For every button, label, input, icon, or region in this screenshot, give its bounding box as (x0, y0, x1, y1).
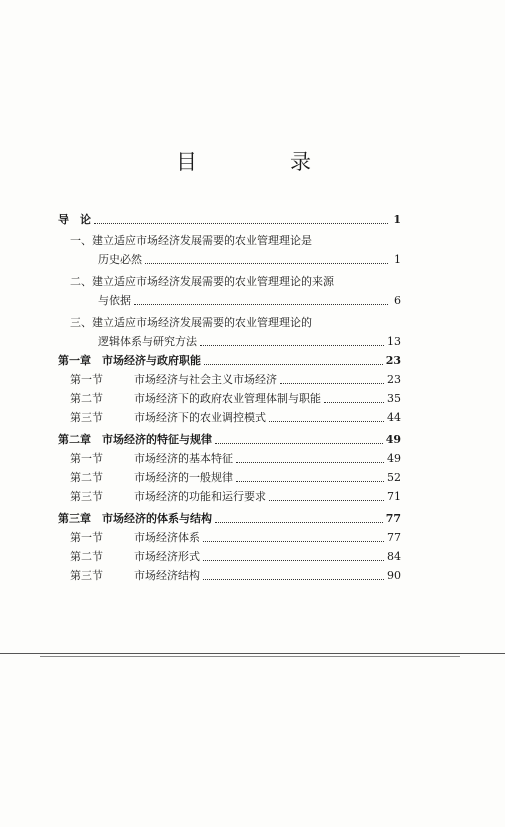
toc-entry-page: 1 (394, 253, 401, 266)
toc-entry-title: 第一章 市场经济与政府职能 (58, 354, 201, 367)
toc-entry-title: 市场经济与社会主义市场经济 (134, 373, 277, 386)
toc-entry-page: 23 (387, 373, 401, 386)
toc-entry-title: 导 论 (58, 213, 91, 226)
toc-entry-page: 49 (387, 452, 401, 465)
dot-leader (215, 443, 383, 444)
dot-leader (324, 402, 384, 403)
toc-entry-page: 23 (385, 354, 401, 367)
dot-leader (280, 383, 384, 384)
toc-chapter[interactable] (58, 510, 401, 527)
toc-section-number: 第一节 (70, 452, 103, 465)
toc-entry[interactable] (58, 211, 401, 228)
toc-entry-title: 二、建立适应市场经济发展需要的农业管理理论的来源 (70, 275, 334, 288)
dot-leader (203, 579, 384, 580)
toc-entry-title: 市场经济下的农业调控模式 (134, 411, 266, 424)
toc-entry-page: 49 (385, 433, 401, 446)
toc-entry-title: 逻辑体系与研究方法 (98, 335, 197, 348)
toc-entry-title: 第三章 市场经济的体系与结构 (58, 512, 212, 525)
toc-entry-page: 1 (393, 213, 401, 226)
toc-entry-title: 三、建立适应市场经济发展需要的农业管理理论的 (70, 316, 312, 329)
toc-entry-page: 6 (394, 294, 401, 307)
horizontal-rule (0, 653, 505, 654)
toc-entry[interactable] (98, 333, 401, 350)
toc-section-number: 第一节 (70, 531, 103, 544)
toc-entry-page: 44 (387, 411, 401, 424)
toc-entry-page: 77 (387, 531, 401, 544)
toc-section-number: 第三节 (70, 569, 103, 582)
toc-entry-page: 13 (387, 335, 401, 348)
dot-leader (145, 263, 388, 264)
toc-entry[interactable] (70, 273, 401, 290)
toc-entry-page: 84 (387, 550, 401, 563)
toc-chapter[interactable] (58, 352, 401, 369)
dot-leader (269, 500, 384, 501)
toc-entry-title: 市场经济形式 (134, 550, 200, 563)
dot-leader (203, 560, 384, 561)
toc-section-number: 第二节 (70, 550, 103, 563)
toc-section-number: 第二节 (70, 392, 103, 405)
toc-entry-title: 市场经济的功能和运行要求 (134, 490, 266, 503)
toc-section-number: 第三节 (70, 411, 103, 424)
toc-entry-page: 35 (387, 392, 401, 405)
toc-entry[interactable] (98, 251, 401, 268)
toc-entry[interactable] (70, 314, 401, 331)
toc-section[interactable] (70, 567, 401, 584)
toc-entry-page: 90 (387, 569, 401, 582)
toc-entry-title: 市场经济的一般规律 (134, 471, 233, 484)
toc-section[interactable] (70, 548, 401, 565)
dot-leader (236, 481, 384, 482)
toc-section[interactable] (70, 450, 401, 467)
dot-leader (94, 223, 388, 224)
toc-entry-title: 与依据 (98, 294, 131, 307)
toc-entry-title: 市场经济下的政府农业管理体制与职能 (134, 392, 321, 405)
dot-leader (236, 462, 384, 463)
dot-leader (134, 304, 388, 305)
dot-leader (215, 522, 383, 523)
dot-leader (203, 541, 384, 542)
toc-section[interactable] (70, 529, 401, 546)
toc-entry-page: 71 (387, 490, 401, 503)
page-title: 目 录 (176, 150, 347, 174)
dot-leader (269, 421, 384, 422)
toc-entry-page: 52 (387, 471, 401, 484)
toc-entry[interactable] (98, 292, 401, 309)
toc-chapter[interactable] (58, 431, 401, 448)
toc-entry-title: 市场经济的基本特征 (134, 452, 233, 465)
toc-entry-page: 77 (385, 512, 401, 525)
toc-section-number: 第二节 (70, 471, 103, 484)
toc-section[interactable] (70, 469, 401, 486)
toc-entry-title: 一、建立适应市场经济发展需要的农业管理理论是 (70, 234, 312, 247)
dot-leader (200, 345, 384, 346)
toc-section[interactable] (70, 409, 401, 426)
toc-entry-title: 第二章 市场经济的特征与规律 (58, 433, 212, 446)
toc-entry[interactable] (70, 232, 401, 249)
toc-section[interactable] (70, 371, 401, 388)
toc-entry-title: 市场经济结构 (134, 569, 200, 582)
toc-entry-title: 市场经济体系 (134, 531, 200, 544)
toc-section[interactable] (70, 488, 401, 505)
toc-section-number: 第三节 (70, 490, 103, 503)
dot-leader (204, 364, 383, 365)
toc-section-number: 第一节 (70, 373, 103, 386)
toc-entry-title: 历史必然 (98, 253, 142, 266)
toc-section[interactable] (70, 390, 401, 407)
horizontal-rule (40, 656, 460, 657)
